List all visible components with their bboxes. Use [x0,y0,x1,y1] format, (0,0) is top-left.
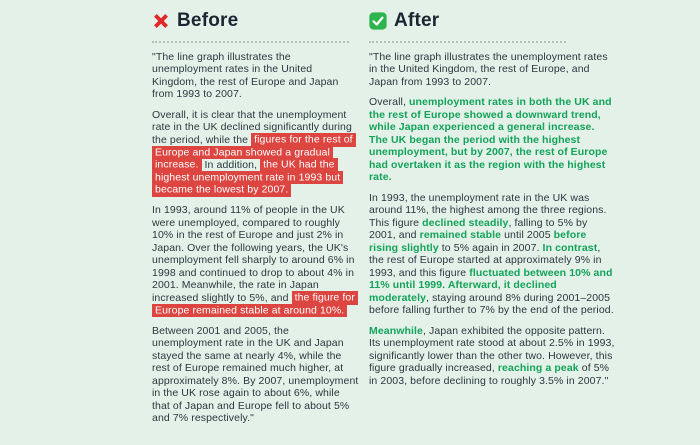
text-segment: , staying around 8% during 2001–2005 before falling further to 7% by the end of the period. [369,291,614,317]
text-segment: In 1993, around 11% of people in the UK were unemployed, compared to roughly 10% in the rest of Europe and just 2% in Japan. Over the following years, the UK's unemployment fell sharply to around 6% in 1998 and continued to drop to about 4% in 2001. Meanwhile, the rate in Japan increased slightly to 5%, and [152,204,355,304]
highlighted-text-green: declined steadily [422,216,509,229]
highlighted-text-green: remained stable [419,229,502,242]
paragraph [369,96,616,183]
paragraph [152,325,359,425]
cross-icon [152,12,170,30]
text-segment: , falling to 5% by 2001, and [369,216,588,242]
dotted-divider [152,41,349,43]
check-icon [369,12,387,30]
text-segment: Overall, [369,96,409,109]
highlighted-text-red: figures for the rest of Europe and Japan showed a gradual increase. [152,133,356,171]
after-title: After [394,9,440,31]
paragraph [369,325,616,387]
highlighted-text-red: the figure for Europe remained stable at around 10%. [152,291,358,317]
after-header [369,9,616,32]
before-column [152,9,359,433]
text-segment: In addition, [201,158,261,171]
highlighted-text-red: the UK had the highest unemployment rate in 1993 but became the lowest by 2007. [152,158,343,196]
after-column [369,9,616,395]
before-paragraphs [152,51,359,425]
paragraph [369,51,616,88]
text-segment: until 2005 [501,229,554,242]
highlighted-text-green: reaching a peak [497,362,579,375]
paragraph [369,192,616,317]
highlighted-text-green: fluctuated between 10% and 11% until 1999. Afterward, it declined moderately [369,266,613,304]
text-segment: of 5% in 2003, before declining to roughly 3.5% in 2007." [369,362,610,387]
highlighted-text-green: In contrast [542,241,598,254]
text-segment: In 1993, the unemployment rate in the UK was around 11%, the highest among the three regions. This figure [369,191,607,229]
text-segment: Overall, it is clear that the unemployment rate in the UK declined significantly during the period, while the [152,108,352,146]
paragraph [152,51,359,101]
highlighted-text-green: before rising slightly [369,229,587,254]
paragraph [152,204,359,316]
after-paragraphs [369,51,616,387]
highlighted-text-green: Meanwhile [369,324,423,337]
text-segment: , Japan exhibited the opposite pattern. Its unemployment rate stood at about 2.5% in 1993, significantly lower than the other two. However, this figure gradually increased, [369,324,615,375]
text-segment: Between 2001 and 2005, the unemployment rate in the UK and Japan stayed the same at nearly 4%, while the rest of Europe remained much higher, at approximately 8%. By 2007, unemployment in the UK rose again to about 6%, while that of Japan and Europe fell to about 5% and 7% respectively." [152,324,359,425]
highlighted-text-green: unemployment rates in both the UK and the rest of Europe showed a downward trend, while Japan experienced a general increase. The UK began the period with the highest unemployment, but by 2007, the rest of Europe had overtaken it as the region with the highest rate. [369,96,612,184]
text-segment: "The line graph illustrates the unemployment rates in the United Kingdom, the rest of Europe, and Japan from 1993 to 2007. [369,51,608,88]
text-segment: to 5% again in 2007. [438,241,543,254]
dotted-divider [369,41,566,43]
before-header [152,9,359,32]
text-segment: "The line graph illustrates the unemployment rates in the United Kingdom, the rest of Europe and Japan from 1993 to 2007. [152,51,339,101]
text-segment: , the rest of Europe started at approximately 9% in 1993, and this figure [369,241,602,279]
paragraph [152,109,359,196]
before-title: Before [177,9,239,31]
